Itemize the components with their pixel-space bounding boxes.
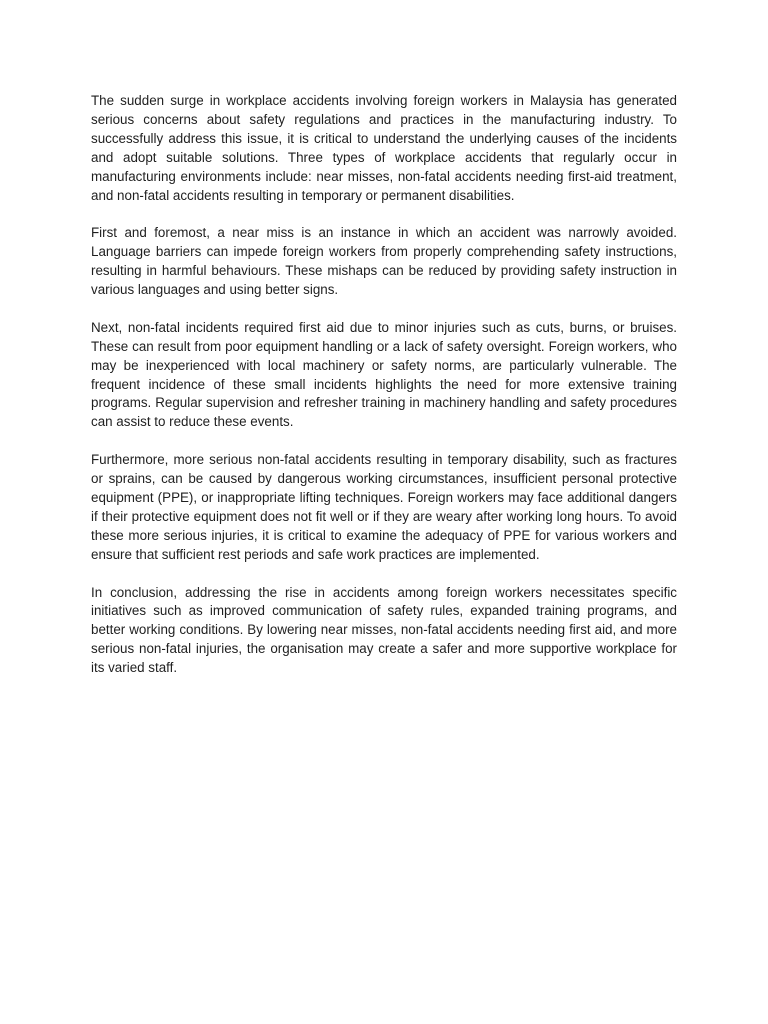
paragraph-disability: Furthermore, more serious non-fatal accidents resulting in temporary disability, such as fractures or sprains, can be caused by dangerous working circumstances, insufficient personal protective equipment (PPE), or inappropriate lifting techniques. Foreign workers may face additional dangers if their protective equipment does not fit well or if they are weary after working long hours. To avoid these more serious injuries, it is critical to examine the adequacy of PPE for various workers and ensure that sufficient rest periods and safe work practices are implemented. [91,452,677,562]
document-body [91,92,677,697]
paragraph-near-miss: First and foremost, a near miss is an instance in which an accident was narrowly avoided. Language barriers can impede foreign workers from properly comprehending safety instructions, resulting in harmful behaviours. These mishaps can be reduced by providing safety instruction in various languages and using better signs. [91,225,677,298]
paragraph-introduction: The sudden surge in workplace accidents involving foreign workers in Malaysia has generated serious concerns about safety regulations and practices in the manufacturing industry. To successfully address this issue, it is critical to understand the underlying causes of the incidents and adopt suitable solutions. Three types of workplace accidents that regularly occur in manufacturing environments include: near misses, non-fatal accidents needing first-aid treatment, and non-fatal accidents resulting in temporary or permanent disabilities. [91,93,677,203]
paragraph-first-aid: Next, non-fatal incidents required first aid due to minor injuries such as cuts, burns, or bruises. These can result from poor equipment handling or a lack of safety oversight. Foreign workers, who may be inexperienced with local machinery or safety norms, are particularly vulnerable. The frequent incidence of these small incidents highlights the need for more extensive training programs. Regular supervision and refresher training in machinery handling and safety procedures can assist to reduce these events. [91,319,677,430]
paragraph-conclusion: In conclusion, addressing the rise in accidents among foreign workers necessitates specific initiatives such as improved communication of safety rules, expanded training programs, and better working conditions. By lowering near misses, non-fatal accidents needing first aid, and more serious non-fatal injuries, the organisation may create a safer and more supportive workplace for its varied staff. [91,584,677,676]
